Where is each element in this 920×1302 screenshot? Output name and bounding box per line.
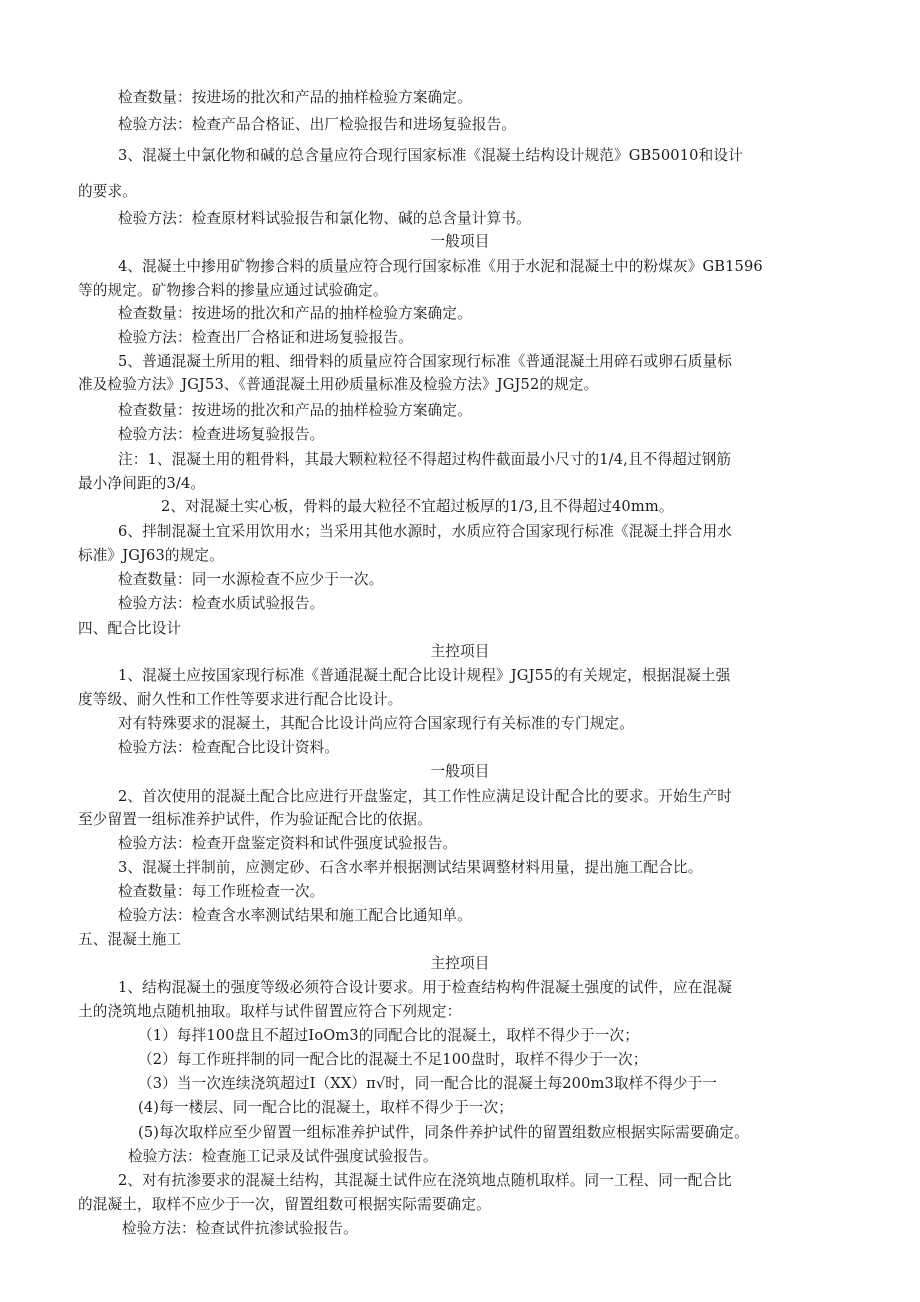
text-line: 注：1、混凝土用的粗骨料，其最大颗粒粒径不得超过构件截面最小尺寸的1/4,且不得超过钢筋 [118,451,732,468]
section-subheading: 一般项目 [430,233,490,250]
text-line: 检验方法：检查含水率测试结果和施工配合比通知单。 [118,907,472,924]
text-line: 2、对混凝土实心板，骨料的最大粒径不宜超过板厚的1/3,且不得超过40mm。 [161,498,674,515]
text-line: 检验方法：检查配合比设计资料。 [118,739,340,756]
text-line: （3）当一次连续浇筑超过I（XX）π√时，同一配合比的混凝土每200m3取样不得少于一 [138,1075,718,1092]
text-line: 3、混凝土拌制前，应测定砂、石含水率并根据测试结果调整材料用量，提出施工配合比。 [118,859,703,876]
text-line: 4、混凝土中掺用矿物掺合料的质量应符合现行国家标准《用于水泥和混凝土中的粉煤灰》GB1596 [118,258,763,275]
text-line: 度等级、耐久性和工作性等要求进行配合比设计。 [78,691,403,708]
text-line: 检查数量：每工作班检查一次。 [118,883,325,900]
text-line: 的要求。 [78,183,137,200]
text-line: 至少留置一组标准养护试件，作为验证配合比的依据。 [78,811,432,828]
text-line: 检验方法：检查施工记录及试件强度试验报告。 [128,1148,438,1165]
text-line: 检查数量：按进场的批次和产品的抽样检验方案确定。 [118,305,472,322]
section-heading: 五、混凝土施工 [78,931,182,948]
text-line: 检查数量：按进场的批次和产品的抽样检验方案确定。 [118,89,472,106]
text-line: 检验方法：检查进场复验报告。 [118,426,325,443]
text-line: 检验方法：检查原材料试验报告和氯化物、碱的总含量计算书。 [118,210,531,227]
text-line: 检验方法：检查出厂合格证和进场复验报告。 [118,329,413,346]
section-subheading: 一般项目 [430,763,490,780]
text-line: 检验方法：检查试件抗渗试验报告。 [122,1220,358,1237]
text-line: 2、对有抗渗要求的混凝土结构，其混凝土试件应在浇筑地点随机取样。同一工程、同一配合比 [118,1172,732,1189]
text-line: 土的浇筑地点随机抽取。取样与试件留置应符合下列规定： [78,1003,462,1020]
text-line: 准及检验方法》JGJ53、《普通混凝土用砂质量标准及检验方法》JGJ52的规定。 [78,376,599,393]
text-line: (5)每次取样应至少留置一组标准养护试件，同条件养护试件的留置组数应根据实际需要确定。 [138,1124,749,1141]
text-line: 检查数量：按进场的批次和产品的抽样检验方案确定。 [118,402,472,419]
text-line: 5、普通混凝土所用的粗、细骨料的质量应符合国家现行标准《普通混凝土用碎石或卵石质量标 [118,353,732,370]
text-line: （1）每拌100盘且不超过IoOm3的同配合比的混凝土，取样不得少于一次； [138,1027,639,1044]
section-subheading: 主控项目 [430,643,490,660]
section-subheading: 主控项目 [430,955,490,972]
text-line: (4)每一楼层、同一配合比的混凝土，取样不得少于一次； [138,1099,513,1116]
text-line: 最小净间距的3/4。 [78,475,206,492]
text-line: 检验方法：检查水质试验报告。 [118,595,325,612]
text-line: 3、混凝土中氯化物和碱的总含量应符合现行国家标准《混凝土结构设计规范》GB50010和设计 [118,147,743,164]
text-line: 标准》JGJ63的规定。 [78,547,224,564]
section-heading: 四、配合比设计 [78,620,182,637]
text-line: 6、拌制混凝土宜采用饮用水；当采用其他水源时，水质应符合国家现行标准《混凝土拌合用水 [118,523,732,540]
text-line: 的混凝土，取样不应少于一次，留置组数可根据实际需要确定。 [78,1196,491,1213]
text-line: 对有特殊要求的混凝土，其配合比设计尚应符合国家现行有关标准的专门规定。 [118,715,635,732]
text-line: 检验方法：检查产品合格证、出厂检验报告和进场复验报告。 [118,116,517,133]
text-line: 2、首次使用的混凝土配合比应进行开盘鉴定，其工作性应满足设计配合比的要求。开始生产时 [118,788,732,805]
text-line: 1、结构混凝土的强度等级必须符合设计要求。用于检查结构构件混凝土强度的试件，应在混凝 [118,979,732,996]
text-line: 检查数量：同一水源检查不应少于一次。 [118,571,384,588]
text-line: （2）每工作班拌制的同一配合比的混凝土不足100盘时，取样不得少于一次； [138,1051,648,1068]
text-line: 等的规定。矿物掺合料的掺量应通过试验确定。 [78,282,388,299]
text-line: 检验方法：检查开盘鉴定资料和试件强度试验报告。 [118,835,458,852]
text-line: 1、混凝土应按国家现行标准《普通混凝土配合比设计规程》JGJ55的有关规定，根据混凝土强 [118,667,731,684]
